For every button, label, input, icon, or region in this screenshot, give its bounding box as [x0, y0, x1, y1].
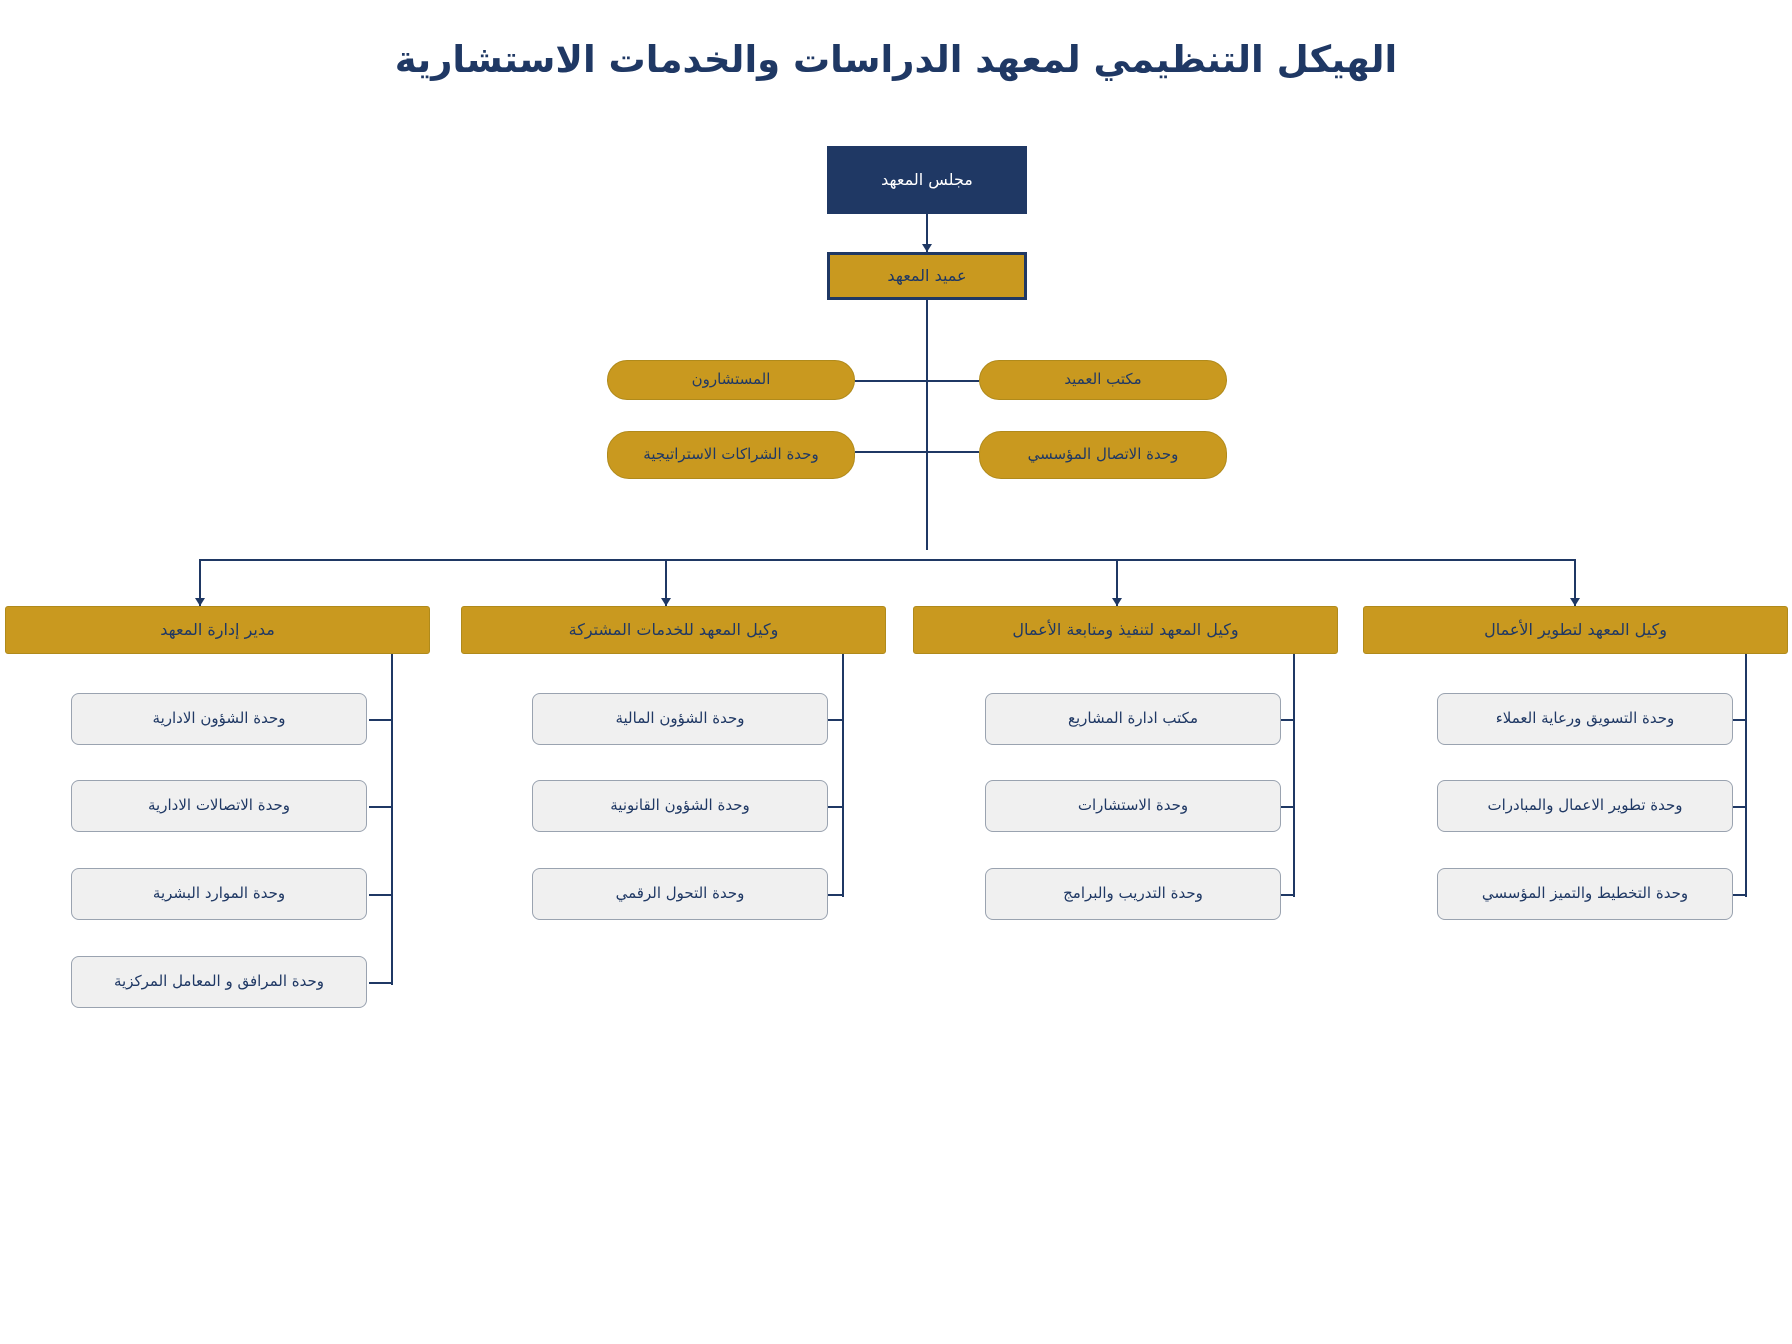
node-unit-human-resources[interactable]: [71, 868, 367, 920]
node-strategic-partnerships-unit[interactable]: [607, 431, 855, 479]
node-label: وحدة الاستشارات: [1077, 796, 1189, 815]
node-label: وحدة تطوير الاعمال والمبادرات: [1487, 796, 1683, 815]
connector-spine-dept-3: [842, 654, 844, 897]
node-unit-digital-transformation[interactable]: [532, 868, 828, 920]
node-dean[interactable]: [827, 252, 1027, 300]
page-title: الهيكل التنظيمي لمعهد الدراسات والخدمات الاستشارية: [394, 38, 1398, 81]
node-label: وحدة الموارد البشرية: [152, 884, 286, 903]
node-label: وحدة الشراكات الاستراتيجية: [643, 445, 819, 464]
node-label: وحدة التحول الرقمي: [615, 884, 745, 903]
node-label: وحدة المرافق و المعامل المركزية: [113, 972, 325, 991]
node-label: وكيل المعهد للخدمات المشتركة: [568, 619, 779, 639]
node-unit-project-management-office[interactable]: [985, 693, 1281, 745]
node-label: مجلس المعهد: [881, 169, 973, 189]
connector-staff-row1: [855, 380, 979, 382]
node-label: مكتب ادارة المشاريع: [1068, 709, 1198, 728]
connector-spine-dept-2: [1293, 654, 1295, 897]
node-unit-administrative-communications[interactable]: [71, 780, 367, 832]
arrow-dept-4: [195, 598, 205, 606]
connector-department-bus: [199, 559, 1575, 561]
connector-unit-4-2: [369, 806, 393, 808]
arrow-dept-2: [1112, 598, 1122, 606]
node-label: مدير إدارة المعهد: [160, 619, 275, 639]
node-unit-consultations[interactable]: [985, 780, 1281, 832]
node-label: مكتب العميد: [1064, 370, 1142, 389]
node-unit-administrative-affairs[interactable]: [71, 693, 367, 745]
arrow-dept-3: [661, 598, 671, 606]
node-label: وحدة الاتصال المؤسسي: [1027, 445, 1179, 464]
connector-unit-4-4: [369, 982, 393, 984]
node-label: عميد المعهد: [887, 265, 967, 285]
node-advisors[interactable]: [607, 360, 855, 400]
node-unit-facilities-central-labs[interactable]: [71, 956, 367, 1008]
node-unit-legal-affairs[interactable]: [532, 780, 828, 832]
connector-spine-dept-4: [391, 654, 393, 985]
node-board[interactable]: [827, 146, 1027, 214]
node-dean-office[interactable]: [979, 360, 1227, 400]
node-label: المستشارون: [691, 370, 771, 389]
connector-staff-row2: [855, 451, 979, 453]
node-label: وحدة الشؤون القانونية: [610, 796, 750, 815]
node-dept-execution-followup[interactable]: [913, 606, 1338, 654]
node-label: وحدة الشؤون الادارية: [152, 709, 286, 728]
node-corporate-communication-unit[interactable]: [979, 431, 1227, 479]
node-dept-business-development[interactable]: [1363, 606, 1788, 654]
node-label: وحدة التدريب والبرامج: [1063, 884, 1203, 903]
arrow-board-dean: [922, 244, 932, 252]
node-unit-marketing-client-care[interactable]: [1437, 693, 1733, 745]
connector-unit-4-1: [369, 719, 393, 721]
node-unit-financial-affairs[interactable]: [532, 693, 828, 745]
node-label: وكيل المعهد لتطوير الأعمال: [1484, 619, 1667, 639]
node-dept-institute-administration[interactable]: [5, 606, 430, 654]
node-unit-business-dev-initiatives[interactable]: [1437, 780, 1733, 832]
node-label: وحدة الاتصالات الادارية: [148, 796, 290, 815]
node-label: وكيل المعهد لتنفيذ ومتابعة الأعمال: [1012, 619, 1239, 639]
node-dept-shared-services[interactable]: [461, 606, 886, 654]
node-label: وحدة التخطيط والتميز المؤسسي: [1481, 884, 1689, 903]
connector-dean-spine: [926, 300, 928, 550]
node-label: وحدة التسويق ورعاية العملاء: [1495, 709, 1675, 728]
arrow-dept-1: [1570, 598, 1580, 606]
connector-unit-4-3: [369, 894, 393, 896]
node-unit-training-programs[interactable]: [985, 868, 1281, 920]
connector-spine-dept-1: [1745, 654, 1747, 897]
node-unit-planning-excellence[interactable]: [1437, 868, 1733, 920]
node-label: وحدة الشؤون المالية: [615, 709, 745, 728]
